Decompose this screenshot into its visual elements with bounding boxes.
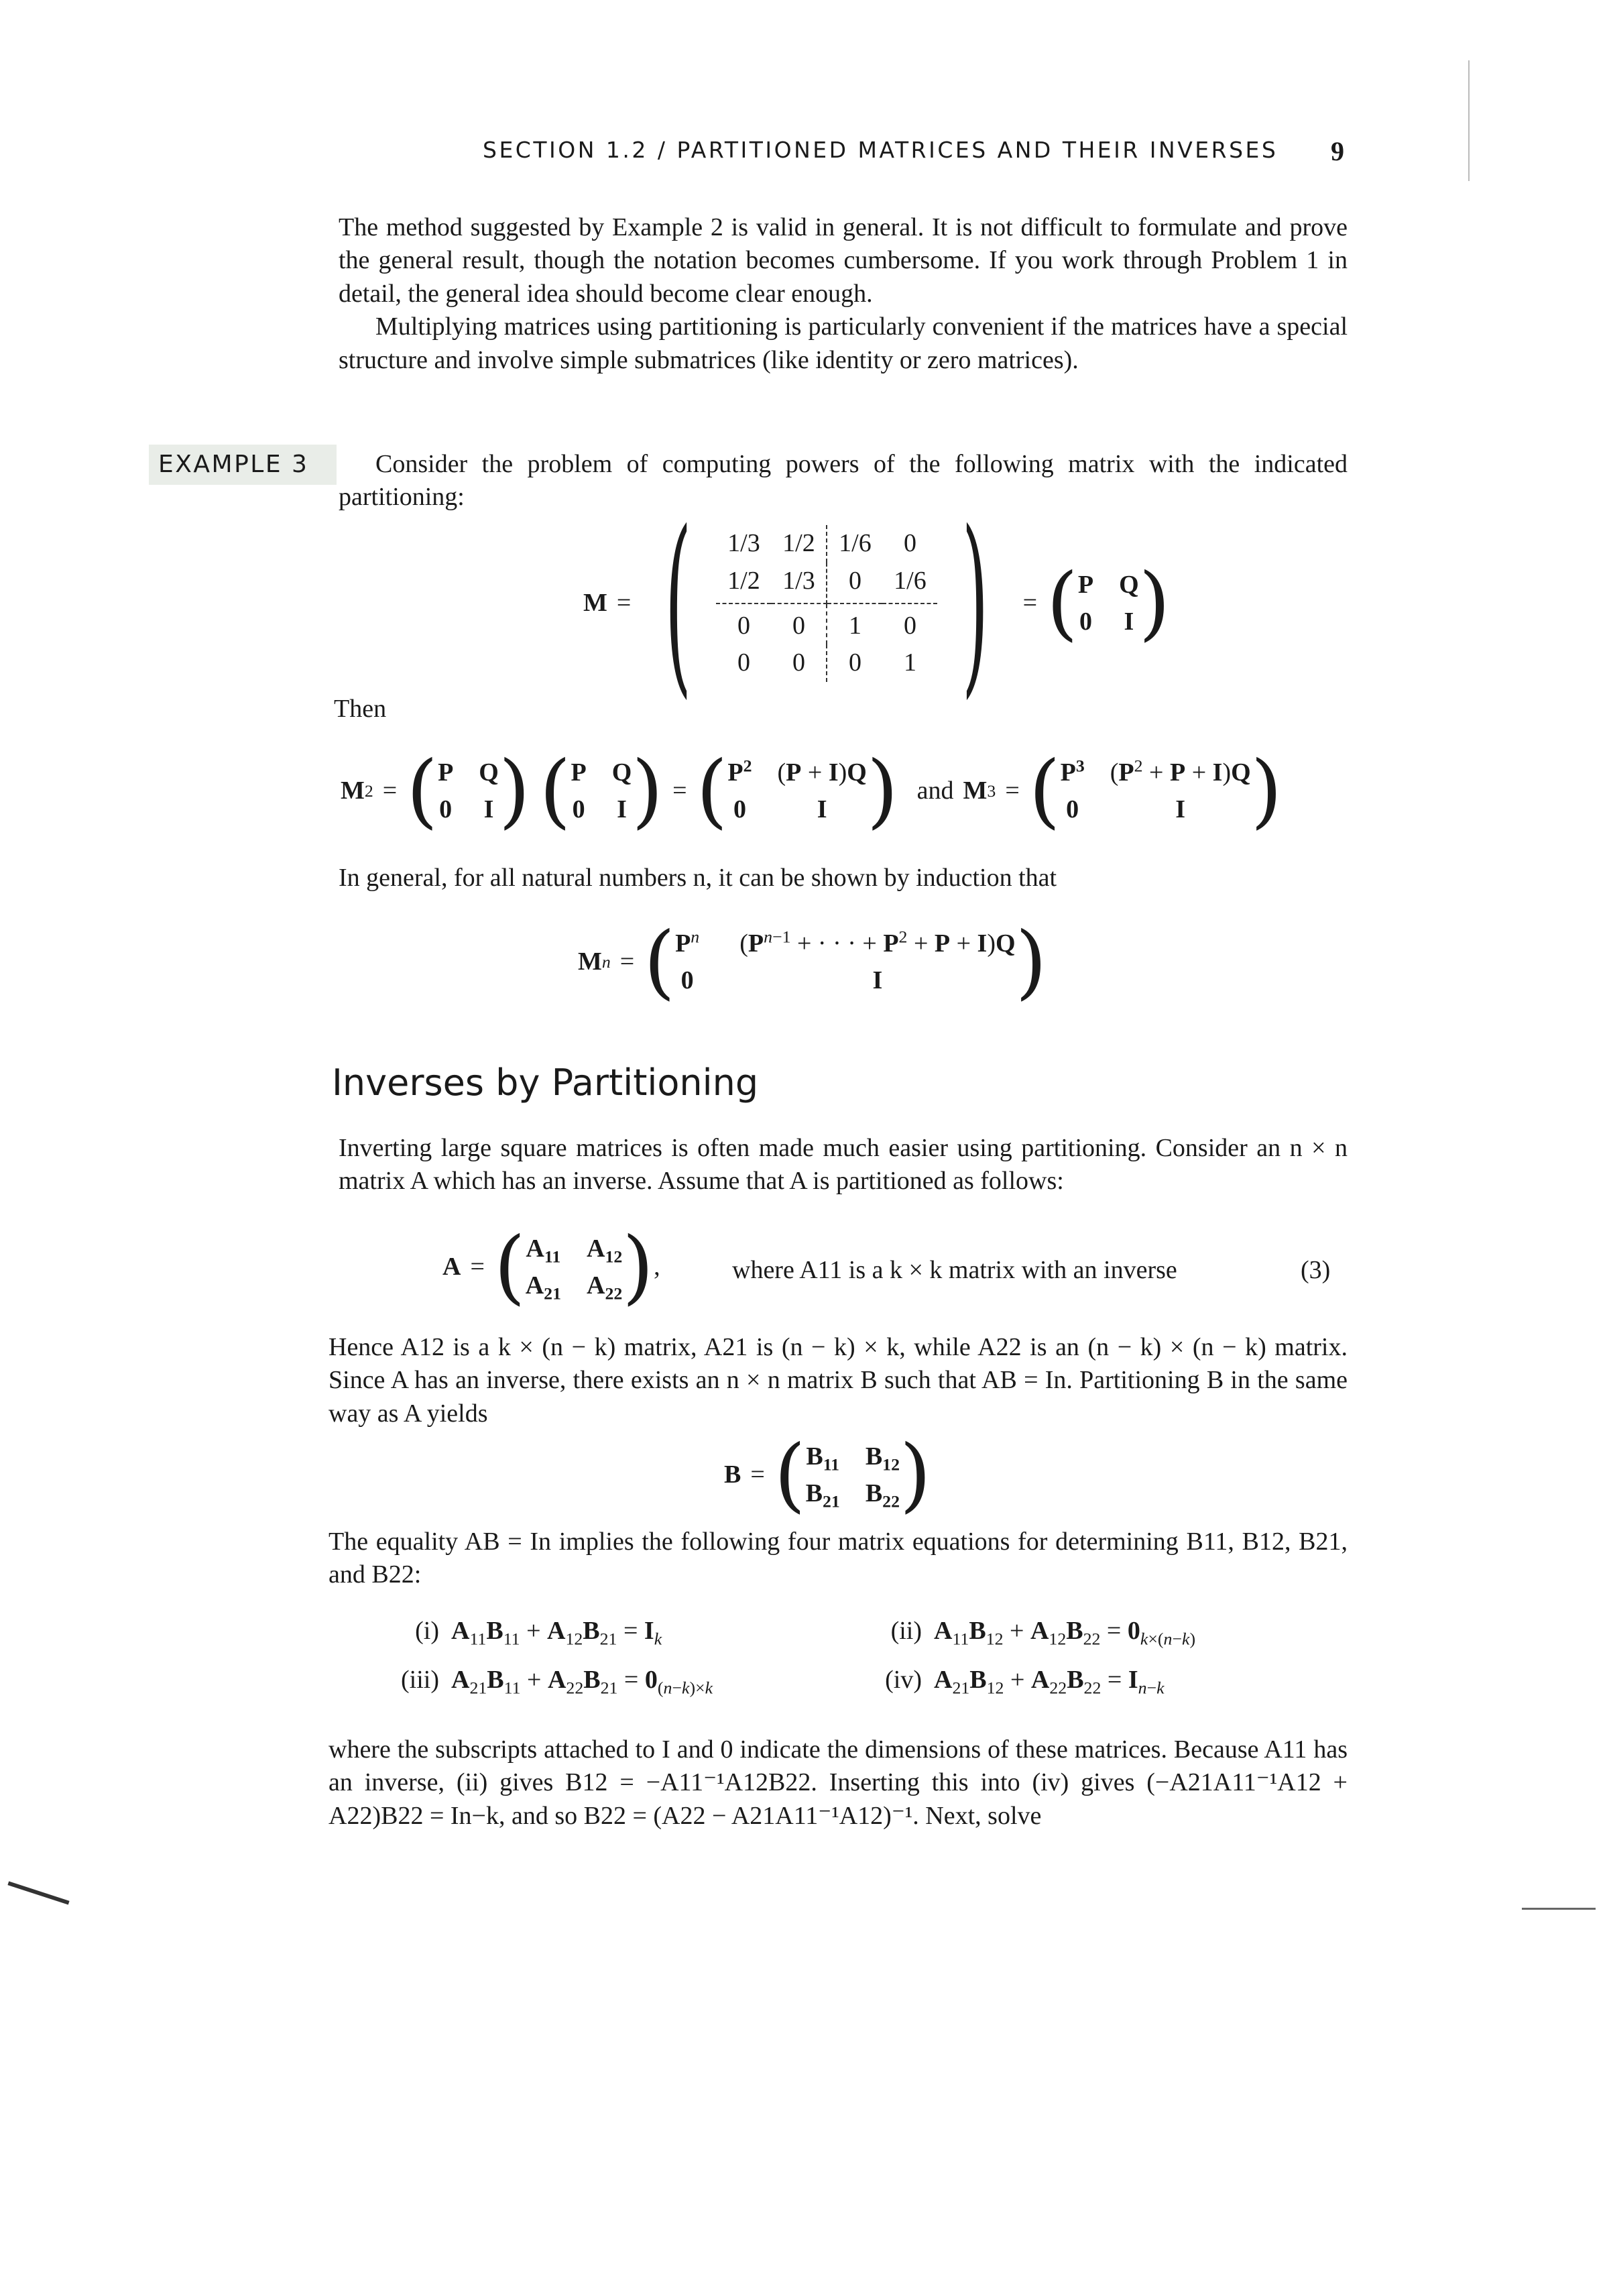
matrix-m-equation: M = ( 1/3 1/2 1/6 0 1/2 1/3 0 1/6 0 0 1 0 0 0 0 1 ) = ( P Q 0 I ) [583, 490, 1171, 716]
section-paragraph-2: Hence A12 is a k × (n − k) matrix, A21 is (n − k) × k, while A22 is an (n − k) × (n − k) matrix. Since A has an inverse, there exists an n × n matrix B such that AB = In. Partitioning B in the same way as A yields [329, 1333, 1348, 1428]
page-number: 9 [1331, 136, 1344, 166]
matrix-cell: 1/2 [716, 563, 771, 604]
matrix-cell: 0 [903, 529, 916, 558]
right-paren: ) [962, 490, 989, 716]
matrix-cell: 0 [827, 563, 882, 604]
intro-paragraph-2: Multiplying matrices using partitioning is particularly convenient if the matrices have a special structure and involve simple submatrices (like identity or zero matrices). [339, 312, 1348, 374]
matrix-cell: 1/2 [771, 525, 827, 562]
scan-artifact [7, 1881, 69, 1904]
where-text: where A11 is a k × k matrix with an inverse [732, 1256, 1177, 1284]
equation-iv: (iv) $A_{21}B_{12} + A_{22}B_{22} = I_{n-k}$ [885, 1666, 1165, 1698]
equation-iii: (iii) $A_{21}B_{11} + A_{22}B_{21} = 0_{(n-k)\times k}$ [401, 1666, 713, 1698]
matrix-m [640, 490, 1013, 716]
matrix-cell: 1/6 [839, 529, 872, 558]
section-paragraph-1: Inverting large square matrices is often made much easier using partitioning. Consider an n × n matrix A which has an inverse. Assume that A is partitioned as follows: [339, 1134, 1348, 1196]
section-paragraph-3: The equality AB = In implies the following four matrix equations for determining B11, B12, B21, and B22: [329, 1528, 1348, 1589]
equation-i: (i) $A_{11}B_{11} + A_{12}B_{21} = I_k$ [415, 1617, 662, 1649]
scan-artifact [1522, 1908, 1596, 1910]
left-paren: ( [665, 490, 692, 716]
matrix-powers-equation: M 2 = ( P Q 0 I ) ( P Q 0 I ) = ( $P^2$ (P + I)Q 0 I ) and M 3 = ( $P^3$ $(P^2 + P + I)Q$ 0 I ) [341, 744, 1283, 838]
equation-ii: (ii) $A_{11}B_{12} + A_{12}B_{22} = 0_{k\times(n-k)}$ [890, 1617, 1196, 1649]
example-text: Consider the problem of computing powers of the following matrix with the indicated partitioning: [339, 450, 1348, 512]
matrix-cell: 0 [771, 604, 827, 644]
intro-paragraphs [339, 211, 1348, 377]
matrix-cell: 0 [737, 648, 750, 677]
section-heading: Inverses by Partitioning [332, 1061, 759, 1104]
matrix-m-cells [716, 525, 937, 682]
matrix-pq0i: ( P Q 0 I ) [1047, 557, 1171, 650]
general-text: In general, for all natural numbers n, it can be shown by induction that [339, 864, 1057, 892]
matrix-equations-list [375, 1615, 1341, 1713]
intro-paragraph-1: The method suggested by Example 2 is valid in general. It is not difficult to formulate and prove the general result, though the notation becomes cumbersome. If you work through Problem 1 in detail, the general idea should become clear enough. [339, 213, 1348, 308]
matrix-cell: 0 [771, 644, 827, 681]
matrix-b-equation: B = ( $B_{11}$ $B_{12}$ $B_{21}$ $B_{22}$ ) [724, 1428, 931, 1522]
matrix-cell: 1/3 [727, 529, 760, 558]
example-label: EXAMPLE 3 [149, 445, 337, 485]
running-head: SECTION 1.2 / PARTITIONED MATRICES AND THEIR INVERSES [483, 137, 1278, 163]
matrix-cell: 1/6 [882, 563, 937, 604]
matrix-a-equation: A = ( $A_{11}$ $A_{12}$ $A_{21}$ $A_{22}$ ) , [442, 1220, 660, 1314]
matrix-cell: 0 [848, 648, 861, 677]
scan-artifact [1468, 60, 1470, 181]
matrix-cell: 1/3 [771, 563, 827, 604]
matrix-cell: 0 [737, 612, 750, 640]
matrix-cell: 1 [903, 648, 916, 677]
and-word: and [916, 777, 954, 805]
matrix-mn-equation: M n = ( $P^n$ ($P^{n-1}$ + · · · + $P^2 + P + I)Q$ 0 I ) [578, 915, 1047, 1009]
matrix-cell: 1 [848, 612, 861, 640]
symbol-m: M [583, 589, 607, 618]
then-label: Then [334, 695, 387, 723]
matrix-cell: 0 [903, 612, 916, 640]
equation-number: (3) [1301, 1256, 1331, 1284]
section-paragraph-4: where the subscripts attached to I and 0 indicate the dimensions of these matrices. Because A11 has an inverse, (ii) gives B12 = −A11⁻¹A12B22. Inserting this into (iv) gives (−A21A11⁻¹A12 + A22)B22 = In−k, and so B22 = (A22 − A21A11⁻¹A12)⁻¹. Next, solve [329, 1735, 1348, 1830]
